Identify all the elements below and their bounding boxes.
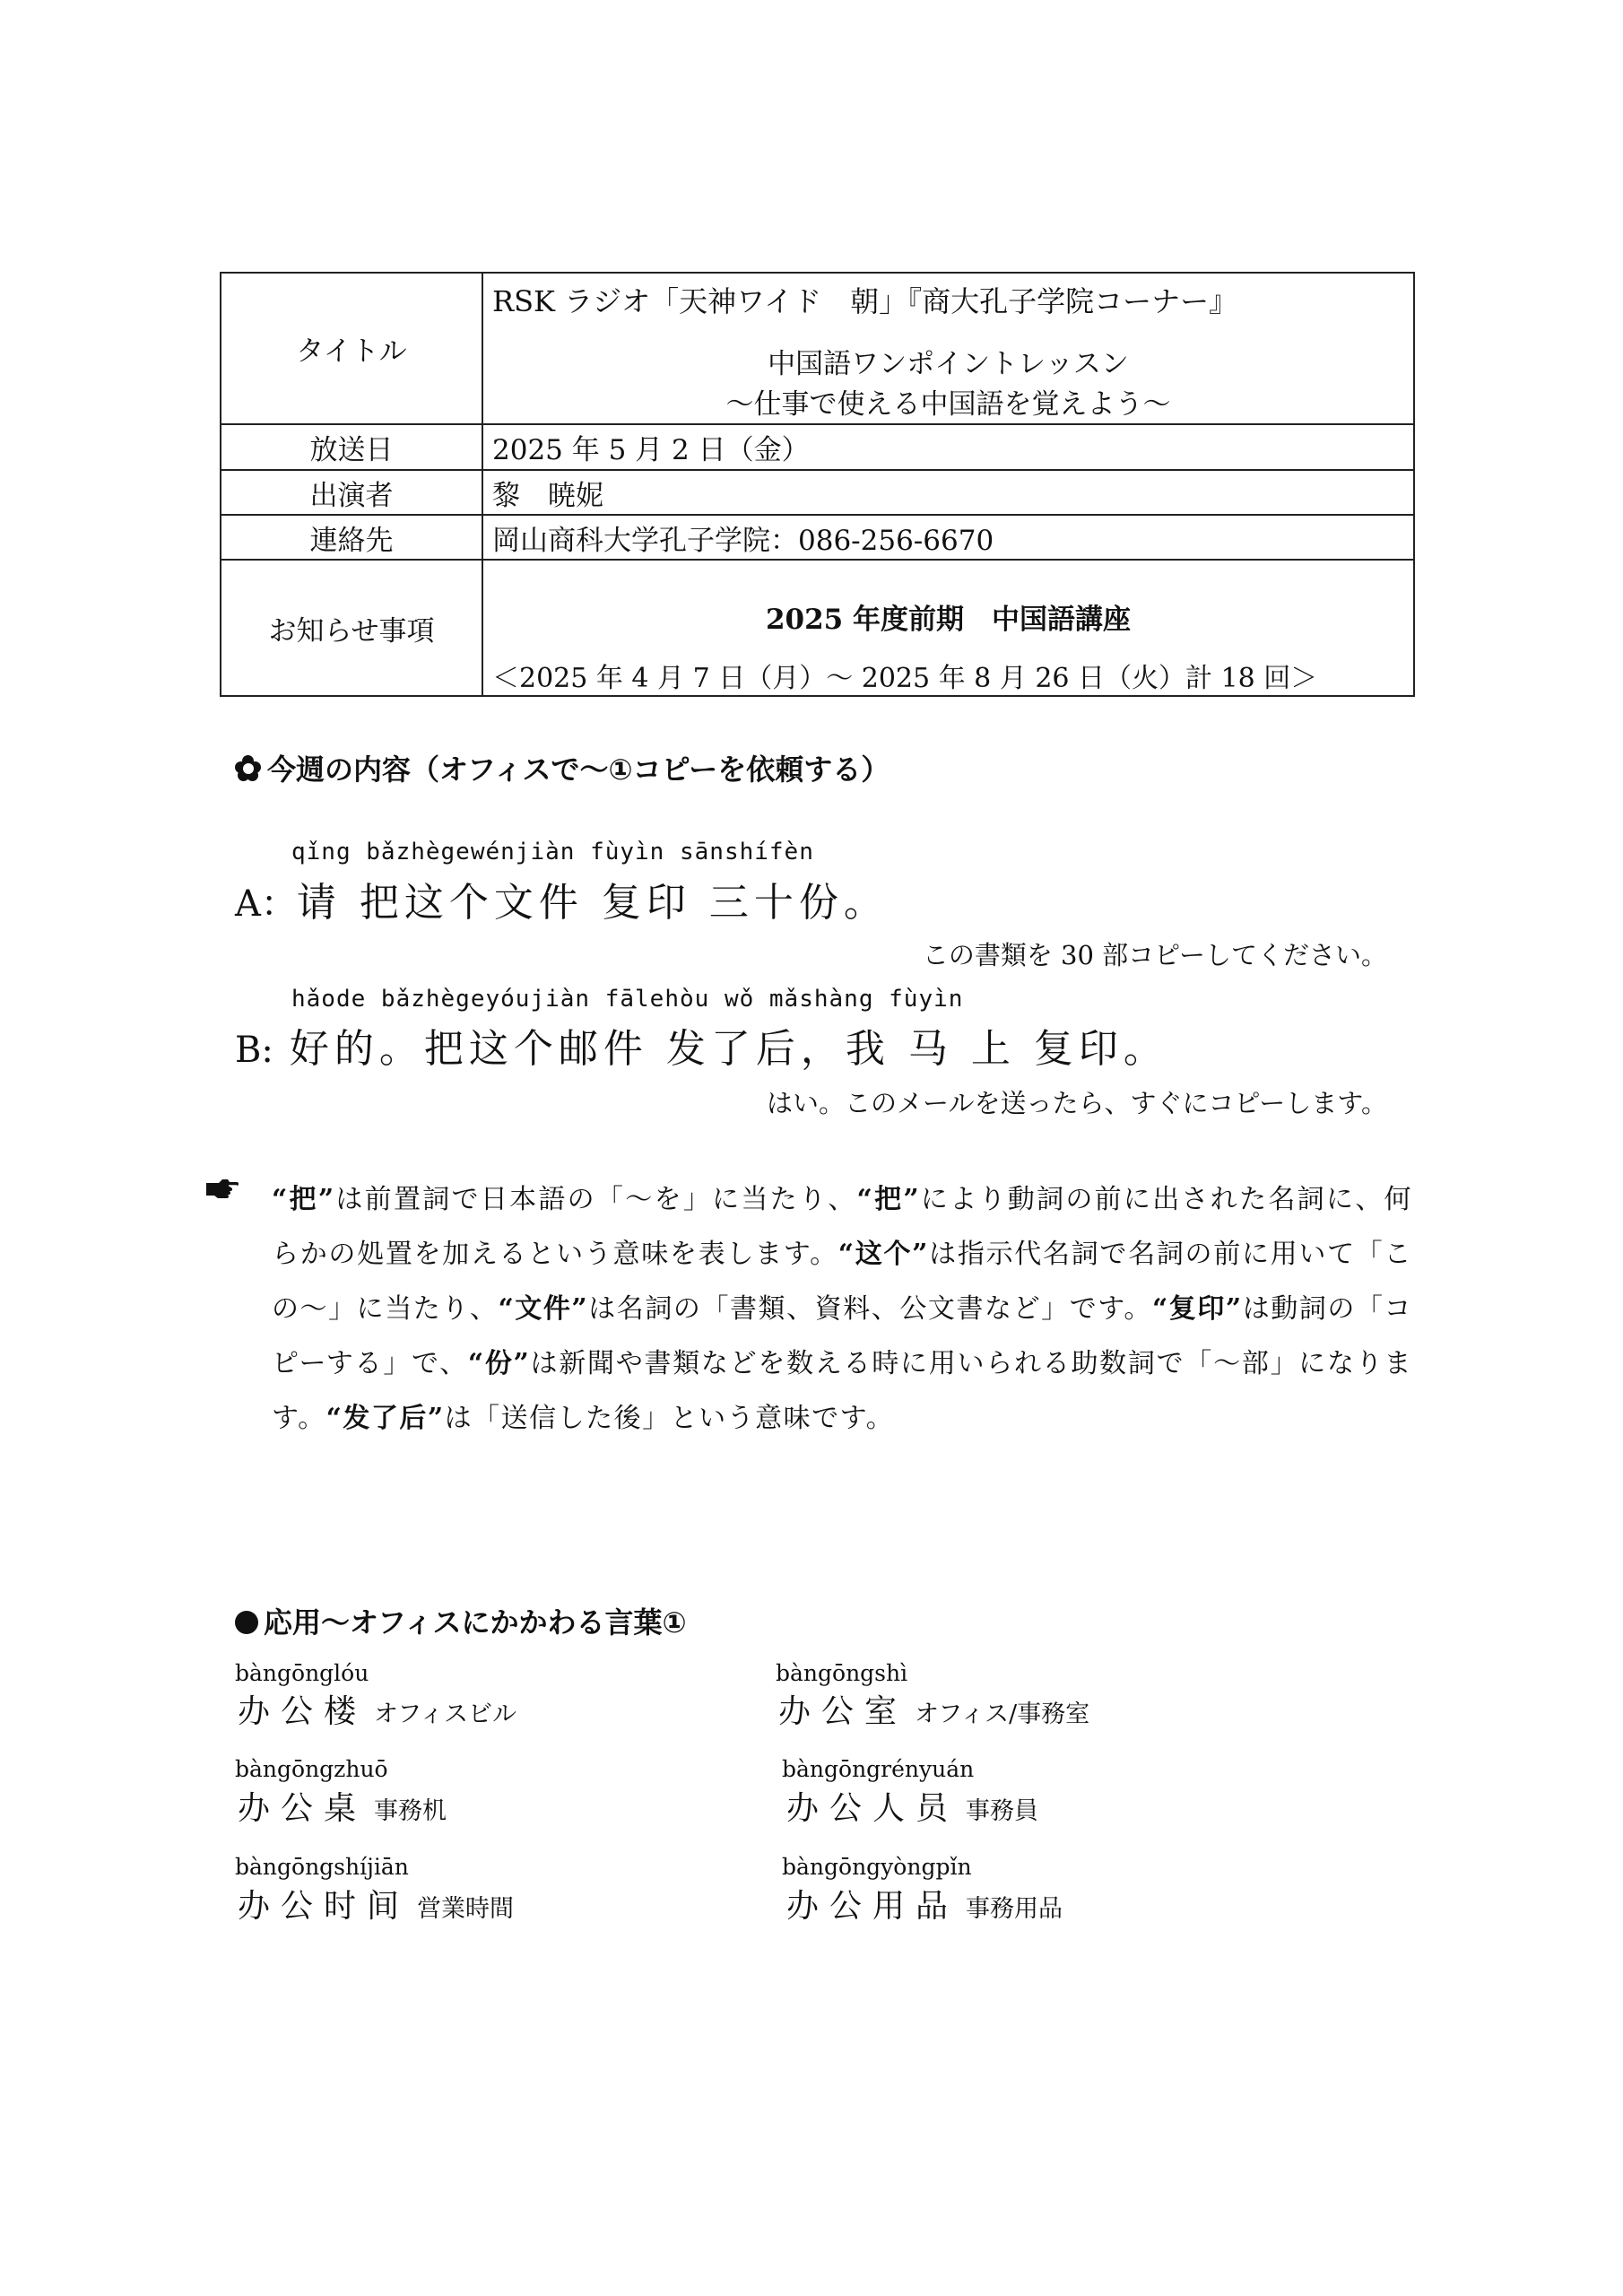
highlighted-term: “把”	[856, 1184, 921, 1215]
dialogue-b-hanzi: 好的。把这个邮件 发了后，我 马 上 复印。	[289, 1026, 1168, 1072]
news-label: お知らせ事項	[221, 560, 482, 696]
dialogue-b-line	[235, 1016, 1168, 1074]
lesson-title: 中国語ワンポイントレッスン	[768, 348, 1129, 380]
vocab-meaning: 営業時間	[417, 1895, 515, 1923]
explanation-text: は名詞の「書類、資料、公文書など」です。	[588, 1293, 1152, 1325]
dialogue-b-japanese: はい。このメールを送ったら、すぐにコピーします。	[767, 1088, 1387, 1118]
highlighted-term: “份”	[467, 1348, 531, 1379]
title-cell	[482, 273, 1414, 424]
pointing-hand-icon	[204, 1175, 240, 1206]
vocab-meaning: 事務員	[966, 1797, 1039, 1825]
section-heading-vocab-text: 応用～オフィスにかかわる言葉①	[264, 1605, 687, 1639]
explanation-text: は動詞の「コピーする」で、	[272, 1293, 1413, 1379]
news-cell	[482, 560, 1414, 696]
date-label: 放送日	[221, 424, 482, 470]
vocab-pinyin: bàngōngshì	[776, 1660, 908, 1686]
section-heading-this-week	[235, 747, 890, 788]
vocab-meaning: 事務用品	[966, 1895, 1063, 1923]
cast-label: 出演者	[221, 470, 482, 515]
vocab-pinyin: bàngōngshíjiān	[235, 1854, 409, 1880]
info-table	[220, 272, 1415, 697]
contact-value: 岡山商科大学孔子学院：086-256-6670	[482, 515, 1414, 560]
vocab-pinyin: bàngōnglóu	[235, 1660, 369, 1686]
date-value: 2025 年 5 月 2 日（金）	[482, 424, 1414, 470]
vocab-hanzi: 办公楼	[238, 1693, 368, 1730]
lesson-subtitle: ～仕事で使える中国語を覚えよう～	[725, 388, 1171, 421]
vocab-pinyin: bàngōngrényuán	[782, 1756, 975, 1782]
cast-value: 黎 暁妮	[482, 470, 1414, 515]
highlighted-term: “把”	[272, 1184, 335, 1215]
vocab-item	[786, 1881, 1063, 1926]
highlighted-term: “发了后”	[325, 1403, 445, 1434]
highlighted-term: “文件”	[498, 1293, 589, 1325]
bullet-icon	[235, 1611, 258, 1634]
vocab-hanzi: 办公人员	[786, 1790, 959, 1827]
explanation-text: は指示代名詞で名詞の前に用いて「この～」に当たり、	[272, 1239, 1412, 1325]
explanation-text: により動詞の前に出された名詞に、何らかの処置を加えるという意味を表します。	[272, 1184, 1413, 1270]
contact-label: 連絡先	[221, 515, 482, 560]
explanation-paragraph	[272, 1172, 1412, 1446]
dialogue-a-line	[235, 870, 889, 927]
speaker-b: B:	[235, 1030, 273, 1071]
explanation-text: は新聞や書類などを数える時に用いられる助数詞で「～部」になります。	[272, 1348, 1413, 1434]
vocab-item	[238, 1881, 514, 1926]
dialogue-a-hanzi: 请 把这个文件 复印 三十份。	[296, 880, 889, 926]
vocab-hanzi: 办公时间	[238, 1888, 411, 1925]
flower-icon	[235, 755, 262, 782]
vocab-meaning: 事務机	[374, 1797, 447, 1825]
dialogue-b-pinyin: hǎode bǎzhègeyóujiàn fālehòu wǒ mǎshàng fùyìn	[291, 986, 964, 1013]
vocab-item	[238, 1686, 516, 1732]
vocab-hanzi: 办公用品	[786, 1888, 959, 1925]
course-dates: ＜2025 年 4 月 7 日（月）～ 2025 年 8 月 26 日（火）計 18 回＞	[492, 663, 1318, 694]
vocab-item	[778, 1686, 1089, 1732]
highlighted-term: “复印”	[1151, 1293, 1243, 1325]
title-label: タイトル	[221, 273, 482, 424]
dialogue-a-pinyin: qǐng bǎzhègewénjiàn fùyìn sānshífèn	[291, 839, 814, 865]
explanation-text: は「送信した後」という意味です。	[444, 1403, 895, 1434]
section-heading-text: 今週の内容（オフィスで～①コピーを依頼する）	[267, 752, 890, 787]
dialogue-a-japanese: この書類を 30 部コピーしてください。	[922, 940, 1387, 970]
vocab-pinyin: bàngōngyòngpǐn	[782, 1854, 972, 1880]
vocab-item	[238, 1783, 447, 1829]
section-heading-vocab	[235, 1600, 687, 1641]
explanation-text: は前置詞で日本語の「～を」に当たり、	[334, 1184, 857, 1215]
vocab-item	[786, 1783, 1038, 1829]
vocab-meaning: オフィス/事務室	[915, 1700, 1090, 1728]
vocab-hanzi: 办公桌	[238, 1790, 368, 1827]
highlighted-term: “这个”	[838, 1239, 929, 1270]
course-title: 2025 年度前期 中国語講座	[765, 604, 1132, 636]
speaker-a: A：	[235, 883, 297, 925]
vocab-meaning: オフィスビル	[374, 1700, 517, 1728]
vocab-hanzi: 办公室	[778, 1693, 908, 1730]
program-name: RSK ラジオ「天神ワイド 朝」『商大孔子学院コーナー』	[492, 284, 1238, 318]
vocab-pinyin: bàngōngzhuō	[235, 1756, 388, 1782]
